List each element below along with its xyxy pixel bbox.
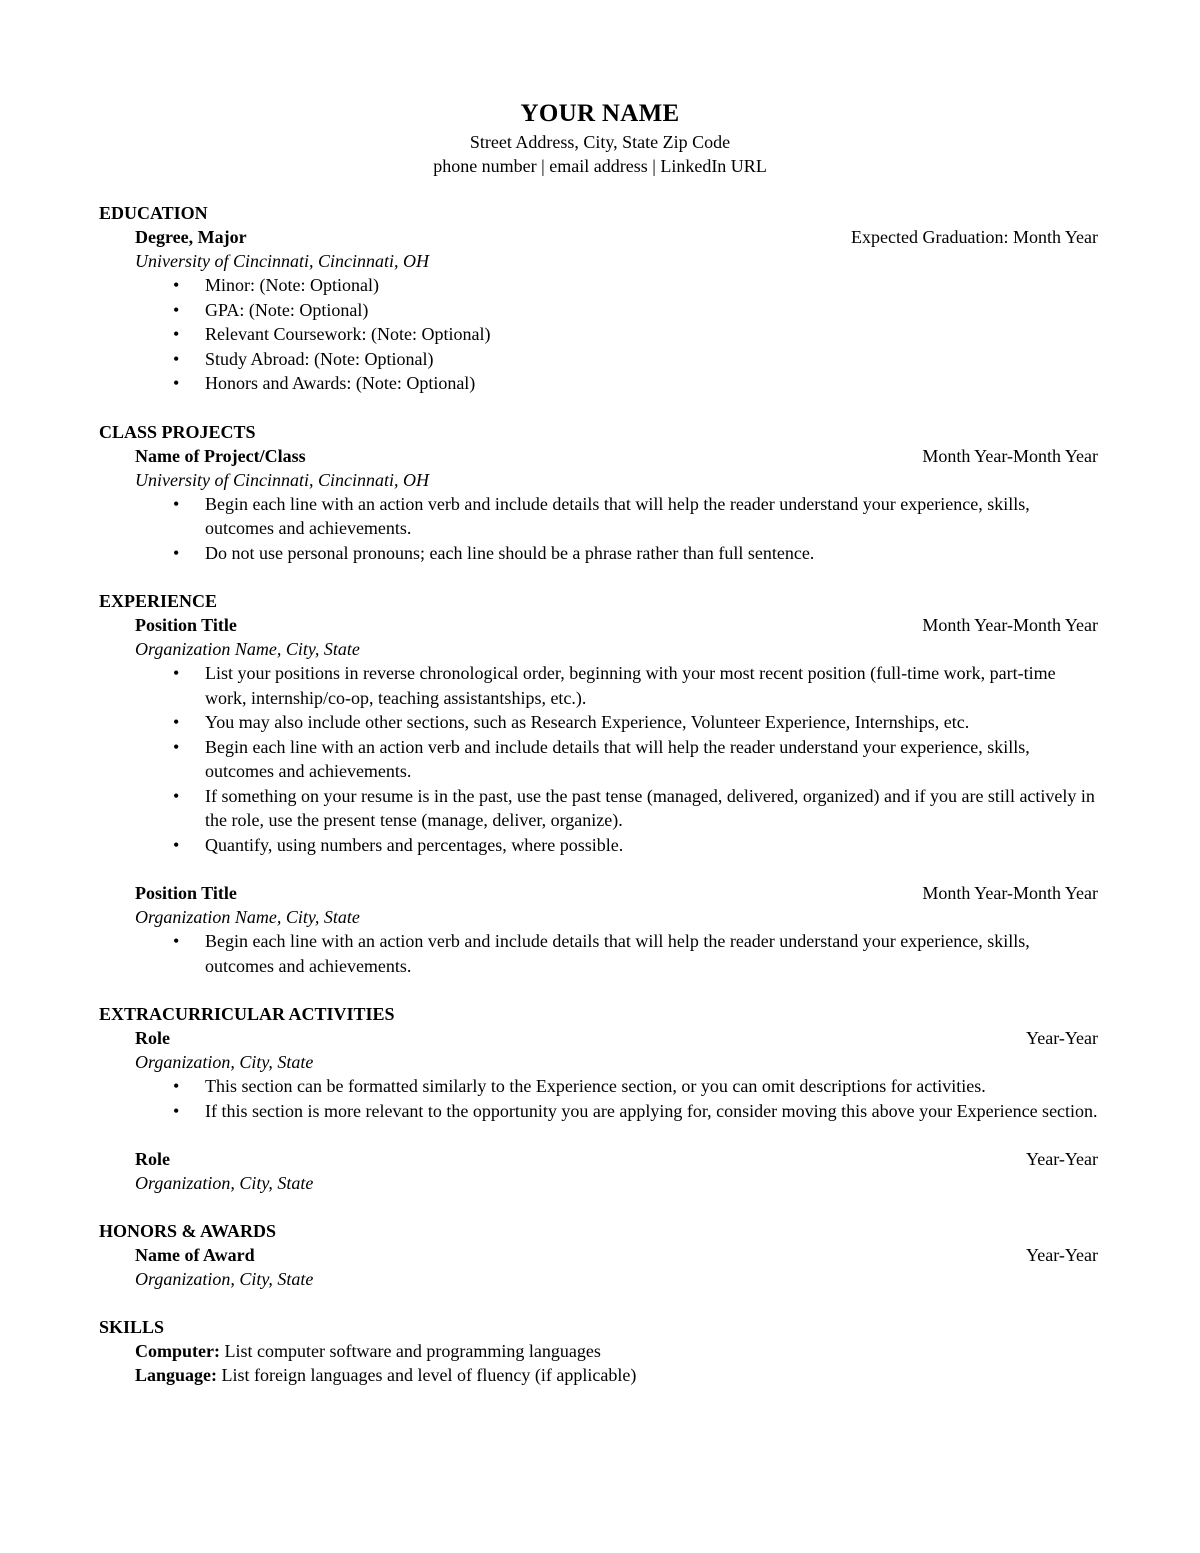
bullet-icon: • — [173, 324, 180, 344]
bullet-text: Minor: (Note: Optional) — [205, 275, 379, 295]
entry-header — [135, 881, 1098, 905]
bullet-icon: • — [173, 542, 180, 563]
bullet-item — [135, 492, 1098, 541]
bullet-item — [135, 710, 1098, 735]
candidate-name: YOUR NAME — [520, 100, 680, 127]
bullet-text: Do not use personal pronouns; each line should be a phrase rather than full sentence. — [205, 542, 815, 563]
skill-line-language — [135, 1363, 1098, 1387]
entry-organization: Organization Name, City, State — [135, 907, 360, 927]
experience-entry — [135, 881, 1098, 978]
bullet-icon: • — [173, 348, 180, 369]
bullet-list — [135, 273, 1098, 396]
bullet-icon: • — [173, 736, 180, 757]
bullet-item — [135, 1074, 1098, 1099]
activity-entry — [135, 1026, 1098, 1123]
experience-section — [99, 589, 1098, 978]
entry-organization: Organization, City, State — [135, 1173, 314, 1193]
resume-body — [99, 201, 1098, 1411]
award-entry — [135, 1243, 1098, 1291]
section-heading: CLASS PROJECTS — [99, 421, 256, 442]
entry-title: Name of Award — [135, 1245, 255, 1265]
bullet-item — [135, 322, 1098, 347]
bullet-list — [135, 929, 1098, 978]
entry-header — [135, 613, 1098, 637]
bullet-item — [135, 298, 1098, 323]
bullet-text: Begin each line with an action verb and include details that will help the reader understand your experience, skills, outcomes and achievements. — [205, 736, 1030, 781]
skill-value: List computer software and programming languages — [224, 1341, 601, 1361]
bullet-item — [135, 1099, 1098, 1124]
bullet-list — [135, 1074, 1098, 1123]
bullet-text: Study Abroad: (Note: Optional) — [205, 348, 434, 369]
bullet-list — [135, 492, 1098, 566]
section-heading: EDUCATION — [99, 203, 208, 223]
honors-section — [99, 1219, 1098, 1291]
entry-organization: University of Cincinnati, Cincinnati, OH — [135, 469, 429, 490]
entry-organization: Organization, City, State — [135, 1269, 314, 1289]
entry-date: Year-Year — [1026, 1245, 1098, 1265]
entry-date: Year-Year — [1026, 1028, 1098, 1048]
activity-entry — [135, 1147, 1098, 1195]
project-entry — [135, 444, 1098, 566]
bullet-item — [135, 735, 1098, 784]
entry-date: Month Year-Month Year — [922, 445, 1098, 466]
address-line: Street Address, City, State Zip Code — [469, 132, 731, 152]
entry-date: Expected Graduation: Month Year — [851, 227, 1098, 247]
section-heading: EXPERIENCE — [99, 591, 218, 611]
bullet-text: Honors and Awards: (Note: Optional) — [205, 373, 476, 393]
experience-entry — [135, 613, 1098, 857]
entry-organization: Organization Name, City, State — [135, 639, 360, 659]
bullet-icon: • — [173, 712, 180, 732]
bullet-item — [135, 371, 1098, 396]
contact-line: phone number | email address | LinkedIn URL — [433, 156, 767, 176]
entry-header — [135, 1243, 1098, 1267]
entry-title: Role — [135, 1149, 170, 1169]
bullet-item — [135, 273, 1098, 298]
entry-date: Month Year-Month Year — [922, 883, 1098, 903]
skill-label: Language: — [135, 1365, 218, 1385]
projects-section — [99, 420, 1098, 566]
bullet-list — [135, 661, 1098, 857]
entry-title: Role — [135, 1028, 170, 1048]
bullet-icon: • — [173, 493, 180, 514]
section-heading: SKILLS — [99, 1317, 165, 1337]
bullet-text: Quantify, using numbers and percentages, where possible. — [205, 834, 624, 855]
bullet-icon: • — [173, 663, 180, 683]
bullet-text: Relevant Coursework: (Note: Optional) — [205, 324, 491, 344]
entry-date: Year-Year — [1026, 1149, 1098, 1169]
bullet-text: This section can be formatted similarly to the Experience section, or you can omit descriptions for activities. — [205, 1076, 986, 1096]
resume-header — [0, 98, 1200, 178]
skill-line-computer — [135, 1339, 1098, 1363]
skills-section — [99, 1315, 1098, 1387]
bullet-text: GPA: (Note: Optional) — [205, 299, 369, 320]
entry-header — [135, 444, 1098, 468]
section-heading: HONORS & AWARDS — [99, 1221, 277, 1241]
bullet-icon: • — [173, 1100, 180, 1121]
entry-header — [135, 1026, 1098, 1050]
bullet-icon: • — [173, 931, 180, 951]
education-section — [99, 201, 1098, 396]
bullet-text: If this section is more relevant to the opportunity you are applying for, consider moving this above your Experience section. — [205, 1100, 1098, 1121]
entry-organization: University of Cincinnati, Cincinnati, OH — [135, 251, 429, 271]
entry-title: Degree, Major — [135, 227, 247, 247]
bullet-icon: • — [173, 834, 180, 855]
bullet-icon: • — [173, 1076, 180, 1096]
entry-header — [135, 225, 1098, 249]
bullet-text: Begin each line with an action verb and include details that will help the reader understand your experience, skills, outcomes and achievements. — [205, 931, 1030, 976]
entry-title: Name of Project/Class — [135, 445, 306, 466]
bullet-icon: • — [173, 275, 180, 295]
bullet-item — [135, 833, 1098, 858]
bullet-item — [135, 541, 1098, 566]
bullet-icon: • — [173, 299, 180, 320]
extracurricular-section — [99, 1002, 1098, 1195]
bullet-text: You may also include other sections, such as Research Experience, Volunteer Experience, Internships, etc. — [205, 712, 970, 732]
section-heading: EXTRACURRICULAR ACTIVITIES — [99, 1004, 395, 1024]
bullet-icon: • — [173, 785, 180, 806]
bullet-item — [135, 347, 1098, 372]
entry-organization: Organization, City, State — [135, 1052, 314, 1072]
education-entry — [135, 225, 1098, 396]
entry-date: Month Year-Month Year — [922, 615, 1098, 635]
entry-header — [135, 1147, 1098, 1171]
bullet-text: List your positions in reverse chronological order, beginning with your most recent position (full-time work, part-time work, internship/co-op, teaching assistantships, etc.). — [205, 663, 1056, 708]
entry-title: Position Title — [135, 615, 237, 635]
bullet-text: Begin each line with an action verb and include details that will help the reader understand your experience, skills, outcomes and achievements. — [205, 493, 1030, 538]
entry-title: Position Title — [135, 883, 237, 903]
bullet-item — [135, 784, 1098, 833]
bullet-item — [135, 661, 1098, 710]
bullet-icon: • — [173, 373, 180, 393]
bullet-item — [135, 929, 1098, 978]
skill-label: Computer: — [135, 1341, 220, 1361]
bullet-text: If something on your resume is in the past, use the past tense (managed, delivered, organized) and if you are still actively in the role, use the present tense (manage, deliver, organize). — [205, 785, 1095, 830]
skill-value: List foreign languages and level of fluency (if applicable) — [221, 1365, 637, 1385]
